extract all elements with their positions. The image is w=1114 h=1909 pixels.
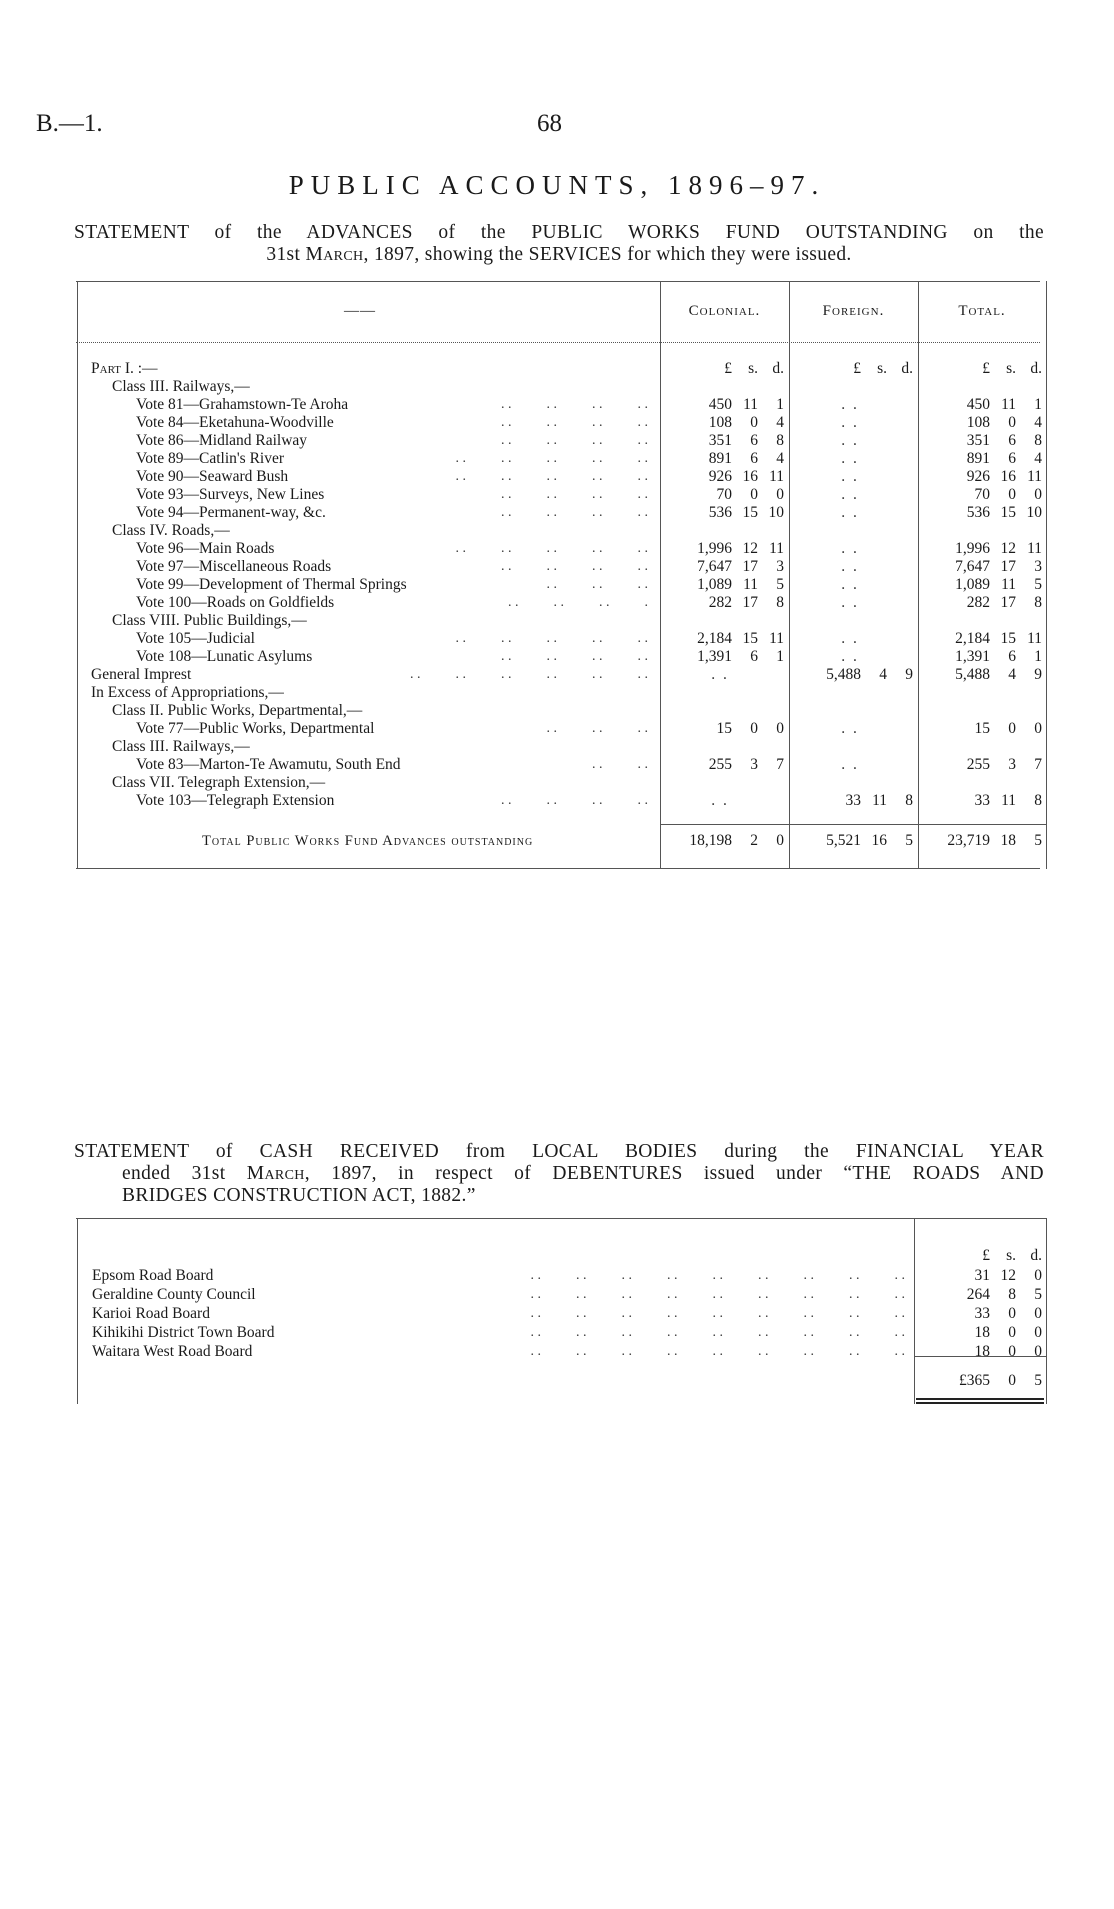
amount [918,1285,1042,1304]
amount [918,1342,1042,1361]
statement-2-line-3: BRIDGES CONSTRUCTION ACT, 1882.” [122,1185,476,1206]
leader-dots: . . . . . . . . . . [445,451,648,466]
total-amount-pence: 11 [1027,630,1042,647]
table-row [0,684,1114,702]
colonial-amount [662,576,784,594]
amount-shillings: 0 [1008,1343,1016,1360]
leader-dots: . . . . . . . . [469,487,648,502]
statement-1-line-1: STATEMENT of the ADVANCES of the PUBLIC WORKS FUND OUTSTANDING on the [74,222,1044,243]
row-label: Class III. Railways,— [112,378,250,395]
colonial-amount-pence: 3 [776,558,784,575]
total-amount-pence: 7 [1034,756,1042,773]
leader-dots: . . . . . . . . [455,433,648,448]
colonial-amount [662,756,784,774]
row-label: Vote 96—Main Roads [136,540,275,557]
row-label: Vote 99—Development of Thermal Springs [136,576,407,593]
colonial-amount-shillings: 11 [743,576,758,593]
colonial-amount-pounds: 282 [708,594,732,611]
statement-1-line-2-rest: , 1897, showing the SERVICES for which they were issued. [363,244,852,265]
row-label: Class IV. Roads,— [112,522,230,539]
amount-pounds: 18 [974,1343,990,1360]
foreign-empty-marker: . . [841,414,859,431]
table-row [0,1323,1114,1342]
total-amount-shillings: 0 [1008,486,1016,503]
total-amount-pounds: 5,488 [955,666,990,683]
leader-dots: . . . . . . . . [469,559,648,574]
amount-pence: 5 [1034,1286,1042,1303]
total-amount-shillings: 17 [1000,594,1016,611]
colonial-amount-pounds: 255 [708,756,732,773]
total-amount-pounds: 1,391 [955,648,990,665]
foreign-empty-marker: . . [841,648,859,665]
total-amount [920,486,1042,504]
row-label: Class VIII. Public Buildings,— [112,612,307,629]
total-amount-pence: 10 [1026,504,1042,521]
colonial-amount-pence: 11 [769,540,784,557]
part-label-text: Part I. [91,360,134,377]
total-amount-shillings: 4 [1008,666,1016,683]
amount-pence: 0 [1034,1305,1042,1322]
row-label: Vote 83—Marton-Te Awamutu, South End [136,756,401,773]
colonial-amount-pounds: 108 [708,414,732,431]
total-amount-pounds: 70 [974,486,990,503]
total-row-label: Total Public Works Fund Advances outstanding [202,833,534,849]
row-label: General Imprest [91,666,192,683]
leader-dots: . . . . . . . . . . [434,631,648,646]
leader-dots: . . . . . . . . [476,415,648,430]
table-row [0,522,1114,540]
row-label: Vote 90—Seaward Bush [136,468,289,485]
total-amount-pounds: 351 [966,432,990,449]
amount [918,1304,1042,1323]
leader-dots: . . . . . . . . . . . . . . . . . . [530,1325,905,1340]
total-amount [920,450,1042,468]
total-amount-shillings: 0 [1008,414,1016,431]
total-amount-pence: 4 [1034,414,1042,431]
local-body-name: Epsom Road Board [92,1267,214,1284]
foreign-amount-shillings: 11 [872,792,887,809]
statement-2-line-2-rest: , 1897, in respect of DEBENTURES issued under “THE ROADS AND [304,1163,1044,1184]
total-amount-shillings: 6 [1008,432,1016,449]
foreign-empty-marker: . . [841,504,859,521]
total-amount [920,432,1042,450]
total-amount-pounds: 2,184 [955,630,990,647]
table-row [0,756,1114,774]
statement-1-month: March [305,244,364,265]
total-amount-pounds: 891 [966,450,990,467]
total-amount [920,594,1042,612]
leader-dots: . . . . [557,757,648,772]
total-amount-shillings: 3 [1008,756,1016,773]
leader-dots: . . . . . . . . . . . . [399,667,648,682]
foreign-amount-shillings: 4 [879,666,887,683]
page-title: PUBLIC ACCOUNTS, 1896–97. [288,170,826,200]
row-label: Vote 86—Midland Railway [136,432,308,449]
table-row [0,468,1114,486]
total-amount [920,792,1042,810]
table-row [0,1304,1114,1323]
total-amount-pounds: 7,647 [955,558,990,575]
foreign-empty-marker: . . [841,630,859,647]
total-amount-pounds: 108 [966,414,990,431]
amount-pounds: 18 [974,1324,990,1341]
total-amount-pounds: 1,089 [955,576,990,593]
total-amount [920,630,1042,648]
local-body-name: Kihikihi District Town Board [92,1324,275,1341]
amount-pounds: 31 [974,1267,990,1284]
total-amount-shillings: 15 [1000,630,1016,647]
leader-dots: . . . . . . [536,721,648,736]
colonial-amount [662,468,784,486]
amount-shillings: 8 [1008,1286,1016,1303]
row-label: Vote 97—Miscellaneous Roads [136,558,332,575]
total-amount [920,576,1042,594]
total-amount-shillings: 11 [1001,396,1016,413]
colonial-amount [662,720,784,738]
total-foreign-amount: 5,521 16 5 [826,832,913,849]
total-amount-pence: 8 [1034,432,1042,449]
colonial-amount [662,414,784,432]
local-body-name: Karioi Road Board [92,1305,210,1322]
foreign-empty-marker: . . [841,594,859,611]
total-amount [920,666,1042,684]
amount-pence: 0 [1034,1324,1042,1341]
amount-pounds: 264 [966,1286,990,1303]
total-amount-pounds: 536 [966,504,990,521]
colonial-empty-marker: . . [711,666,729,683]
leader-dots: . . . . . . . [476,595,648,610]
amount [918,1323,1042,1342]
statement-1-line-2 [74,244,1044,266]
total-amount-pounds: 282 [966,594,990,611]
table-row [0,1266,1114,1285]
cash-received-total: £365 0 5 [959,1372,1042,1389]
total-amount [920,720,1042,738]
table-1-total-rule [660,824,1046,825]
colonial-amount-pence: 5 [776,576,784,593]
foreign-amount-pence: 9 [905,666,913,683]
foreign-empty-marker: . . [841,540,859,557]
row-label: Vote 108—Lunatic Asylums [136,648,313,665]
colonial-amount-pounds: 536 [708,504,732,521]
colonial-amount-pence: 0 [776,720,784,737]
total-amount-shillings: 12 [1000,540,1016,557]
table-row [0,774,1114,792]
row-label: Vote 81—Grahamstown-Te Aroha [136,396,349,413]
amount-pence: 0 [1034,1267,1042,1284]
total-amount-shillings: 0 [1008,720,1016,737]
row-label: Vote 100—Roads on Goldfields [136,594,335,611]
currency-units-colonial: £ s. d. [724,360,784,377]
statement-2-line-1: STATEMENT of CASH RECEIVED from LOCAL BODIES during the FINANCIAL YEAR [74,1141,1044,1162]
foreign-empty-marker: . . [841,756,859,773]
document-reference: B.—1. [36,110,103,137]
leader-dots: . . . . . . . . . . . . . . . . . . [530,1344,905,1359]
colonial-empty-marker: . . [711,792,729,809]
amount-shillings: 0 [1008,1305,1016,1322]
part-label [91,360,158,378]
total-amount [920,504,1042,522]
total-amount-pence: 0 [1034,486,1042,503]
leader-dots: . . . . . . . . [469,505,648,520]
table-1-bottom-rule [76,868,1040,869]
table-row [0,1285,1114,1304]
column-header-colonial: Colonial. [688,303,761,319]
colonial-amount-shillings: 17 [742,594,758,611]
statement-2-heading [74,1141,1044,1207]
currency-units-foreign: £ s. d. [853,360,913,377]
total-amount [920,540,1042,558]
colonial-amount-pounds: 7,647 [697,558,732,575]
colonial-amount-pounds: 351 [708,432,732,449]
total-amount [920,468,1042,486]
row-label: Vote 105—Judicial [136,630,255,647]
amount-pounds: 33 [974,1305,990,1322]
colonial-amount-pounds: 15 [716,720,732,737]
colonial-amount-pence: 8 [776,432,784,449]
colonial-amount [662,540,784,558]
table-row [0,702,1114,720]
total-amount-shillings: 15 [1000,504,1016,521]
colonial-amount [662,630,784,648]
foreign-amount [791,792,913,810]
total-amount-pounds: 926 [966,468,990,485]
total-amount-pence: 0 [1034,720,1042,737]
colonial-amount-shillings: 0 [750,486,758,503]
total-amount-pounds: 1,996 [955,540,990,557]
statement-1-heading [74,222,1044,266]
table-row [0,396,1114,414]
amount-shillings: 12 [1000,1267,1016,1284]
table-row [0,504,1114,522]
total-amount-pence: 3 [1034,558,1042,575]
foreign-empty-marker: . . [841,558,859,575]
colonial-amount [662,432,784,450]
total-amount-pence: 1 [1034,396,1042,413]
total-amount-pounds: 255 [966,756,990,773]
total-amount [920,396,1042,414]
table-row [0,630,1114,648]
colonial-amount [662,594,784,612]
row-label: Vote 94—Permanent-way, &c. [136,504,326,521]
colonial-amount [662,558,784,576]
colonial-amount-shillings: 3 [750,756,758,773]
total-amount [920,414,1042,432]
colonial-amount-pounds: 450 [708,396,732,413]
total-amount [920,756,1042,774]
statement-2-date-prefix: ended 31st [122,1163,226,1184]
colonial-amount-pounds: 926 [708,468,732,485]
table-row [0,648,1114,666]
colonial-amount-pounds: 2,184 [697,630,732,647]
leader-dots: . . . . . . . . [497,793,648,808]
colonial-amount-shillings: 12 [742,540,758,557]
table-row [0,720,1114,738]
total-amount [920,558,1042,576]
colonial-amount-pence: 4 [776,414,784,431]
table-1-label-header: —— [344,303,376,319]
row-label: Vote 77—Public Works, Departmental [136,720,375,737]
foreign-amount-pounds: 33 [845,792,861,809]
row-label: Class II. Public Works, Departmental,— [112,702,363,719]
foreign-amount-pence: 8 [905,792,913,809]
colonial-amount-pounds: 1,391 [697,648,732,665]
colonial-amount-shillings: 17 [742,558,758,575]
table-row [0,738,1114,756]
leader-dots: . . . . . . . . . . [445,469,648,484]
total-amount-pence: 4 [1034,450,1042,467]
colonial-amount-shillings: 6 [750,648,758,665]
table-row [0,378,1114,396]
colonial-amount [662,396,784,414]
colonial-amount [662,450,784,468]
colonial-amount-shillings: 0 [750,414,758,431]
amount-shillings: 0 [1008,1324,1016,1341]
table-2-currency-units: £ s. d. [982,1247,1042,1264]
total-amount-pence: 11 [1027,540,1042,557]
total-colonial-amount: 18,198 2 0 [689,832,784,849]
leader-dots: . . . . . . . . [466,649,648,664]
colonial-amount-pence: 11 [769,468,784,485]
part-label-suffix: :— [133,360,158,377]
leader-dots: . . . . . . . . [501,397,648,412]
total-amount-pounds: 450 [966,396,990,413]
colonial-amount-pence: 1 [776,648,784,665]
table-row [0,414,1114,432]
column-header-foreign: Foreign. [822,303,885,319]
foreign-empty-marker: . . [841,432,859,449]
colonial-amount-pence: 8 [776,594,784,611]
foreign-empty-marker: . . [841,396,859,413]
table-row [0,594,1114,612]
total-amount-pence: 9 [1034,666,1042,683]
table-row [0,432,1114,450]
colonial-amount-shillings: 16 [742,468,758,485]
foreign-empty-marker: . . [841,576,859,593]
colonial-amount-shillings: 0 [750,720,758,737]
total-amount-shillings: 17 [1000,558,1016,575]
table-row [0,666,1114,684]
colonial-amount [662,486,784,504]
colonial-amount-pence: 10 [768,504,784,521]
local-body-name: Waitara West Road Board [92,1343,253,1360]
table-2-double-rule-2 [916,1402,1044,1404]
total-amount-pounds: 15 [974,720,990,737]
leader-dots: . . . . . . . . . . . . . . . . . . [530,1268,905,1283]
total-amount-shillings: 11 [1001,576,1016,593]
column-header-total: Total. [958,303,1006,319]
table-1-top-rule [76,281,1040,282]
colonial-amount-shillings: 15 [742,504,758,521]
local-body-name: Geraldine County Council [92,1286,256,1303]
total-amount-pence: 1 [1034,648,1042,665]
total-amount-shillings: 6 [1008,450,1016,467]
row-label: In Excess of Appropriations,— [91,684,284,701]
table-row [0,486,1114,504]
leader-dots: . . . . . . [543,577,648,592]
page-number: 68 [537,110,562,137]
foreign-empty-marker: . . [841,720,859,737]
foreign-empty-marker: . . [841,486,859,503]
row-label: Vote 89—Catlin's River [136,450,285,467]
row-label: Class III. Railways,— [112,738,250,755]
colonial-amount-pounds: 70 [716,486,732,503]
leader-dots: . . . . . . . . . . . . . . . . . . [530,1287,905,1302]
total-amount-pounds: 33 [974,792,990,809]
total-amount-pence: 11 [1027,468,1042,485]
colonial-amount-shillings: 6 [750,432,758,449]
row-label: Vote 103—Telegraph Extension [136,792,335,809]
total-amount [920,648,1042,666]
table-2-top-rule [76,1218,1046,1219]
colonial-amount [662,504,784,522]
foreign-amount [791,666,913,684]
table-2-double-rule-1 [916,1398,1044,1400]
colonial-amount-shillings: 6 [750,450,758,467]
row-label: Class VII. Telegraph Extension,— [112,774,326,791]
total-amount-pence: 8 [1034,792,1042,809]
total-amount-shillings: 6 [1008,648,1016,665]
colonial-amount [662,648,784,666]
table-row [0,792,1114,810]
colonial-amount-pounds: 891 [708,450,732,467]
amount-pence: 0 [1034,1343,1042,1360]
table-row [0,558,1114,576]
foreign-empty-marker: . . [841,450,859,467]
colonial-amount-pence: 1 [776,396,784,413]
leader-dots: . . . . . . . . . . . . . . . . . . [530,1306,905,1321]
table-1-header-rule [76,342,1040,343]
colonial-amount-pence: 7 [776,756,784,773]
colonial-amount-shillings: 15 [742,630,758,647]
total-grand-amount: 23,719 18 5 [947,832,1042,849]
colonial-amount-pence: 4 [776,450,784,467]
table-row [0,1342,1114,1361]
row-label: Vote 93—Surveys, New Lines [136,486,325,503]
colonial-amount-pence: 0 [776,486,784,503]
leader-dots: . . . . . . . . . . [445,541,648,556]
colonial-amount-pence: 11 [769,630,784,647]
total-amount-shillings: 11 [1001,792,1016,809]
table-row [0,576,1114,594]
total-row [0,832,1114,850]
statement-1-date-prefix: 31st [266,244,301,265]
statement-2-month: March [246,1163,305,1184]
table-row [0,612,1114,630]
statement-2-line-2 [74,1163,1044,1185]
total-amount-pence: 8 [1034,594,1042,611]
total-amount-shillings: 16 [1000,468,1016,485]
table-row [0,450,1114,468]
amount [918,1266,1042,1285]
foreign-amount-pounds: 5,488 [826,666,861,683]
colonial-amount-pounds: 1,089 [697,576,732,593]
total-amount-pence: 5 [1034,576,1042,593]
colonial-amount-pounds: 1,996 [697,540,732,557]
table-row [0,540,1114,558]
currency-units-total: £ s. d. [982,360,1042,377]
colonial-amount-shillings: 11 [743,396,758,413]
row-label: Vote 84—Eketahuna-Woodville [136,414,334,431]
foreign-empty-marker: . . [841,468,859,485]
